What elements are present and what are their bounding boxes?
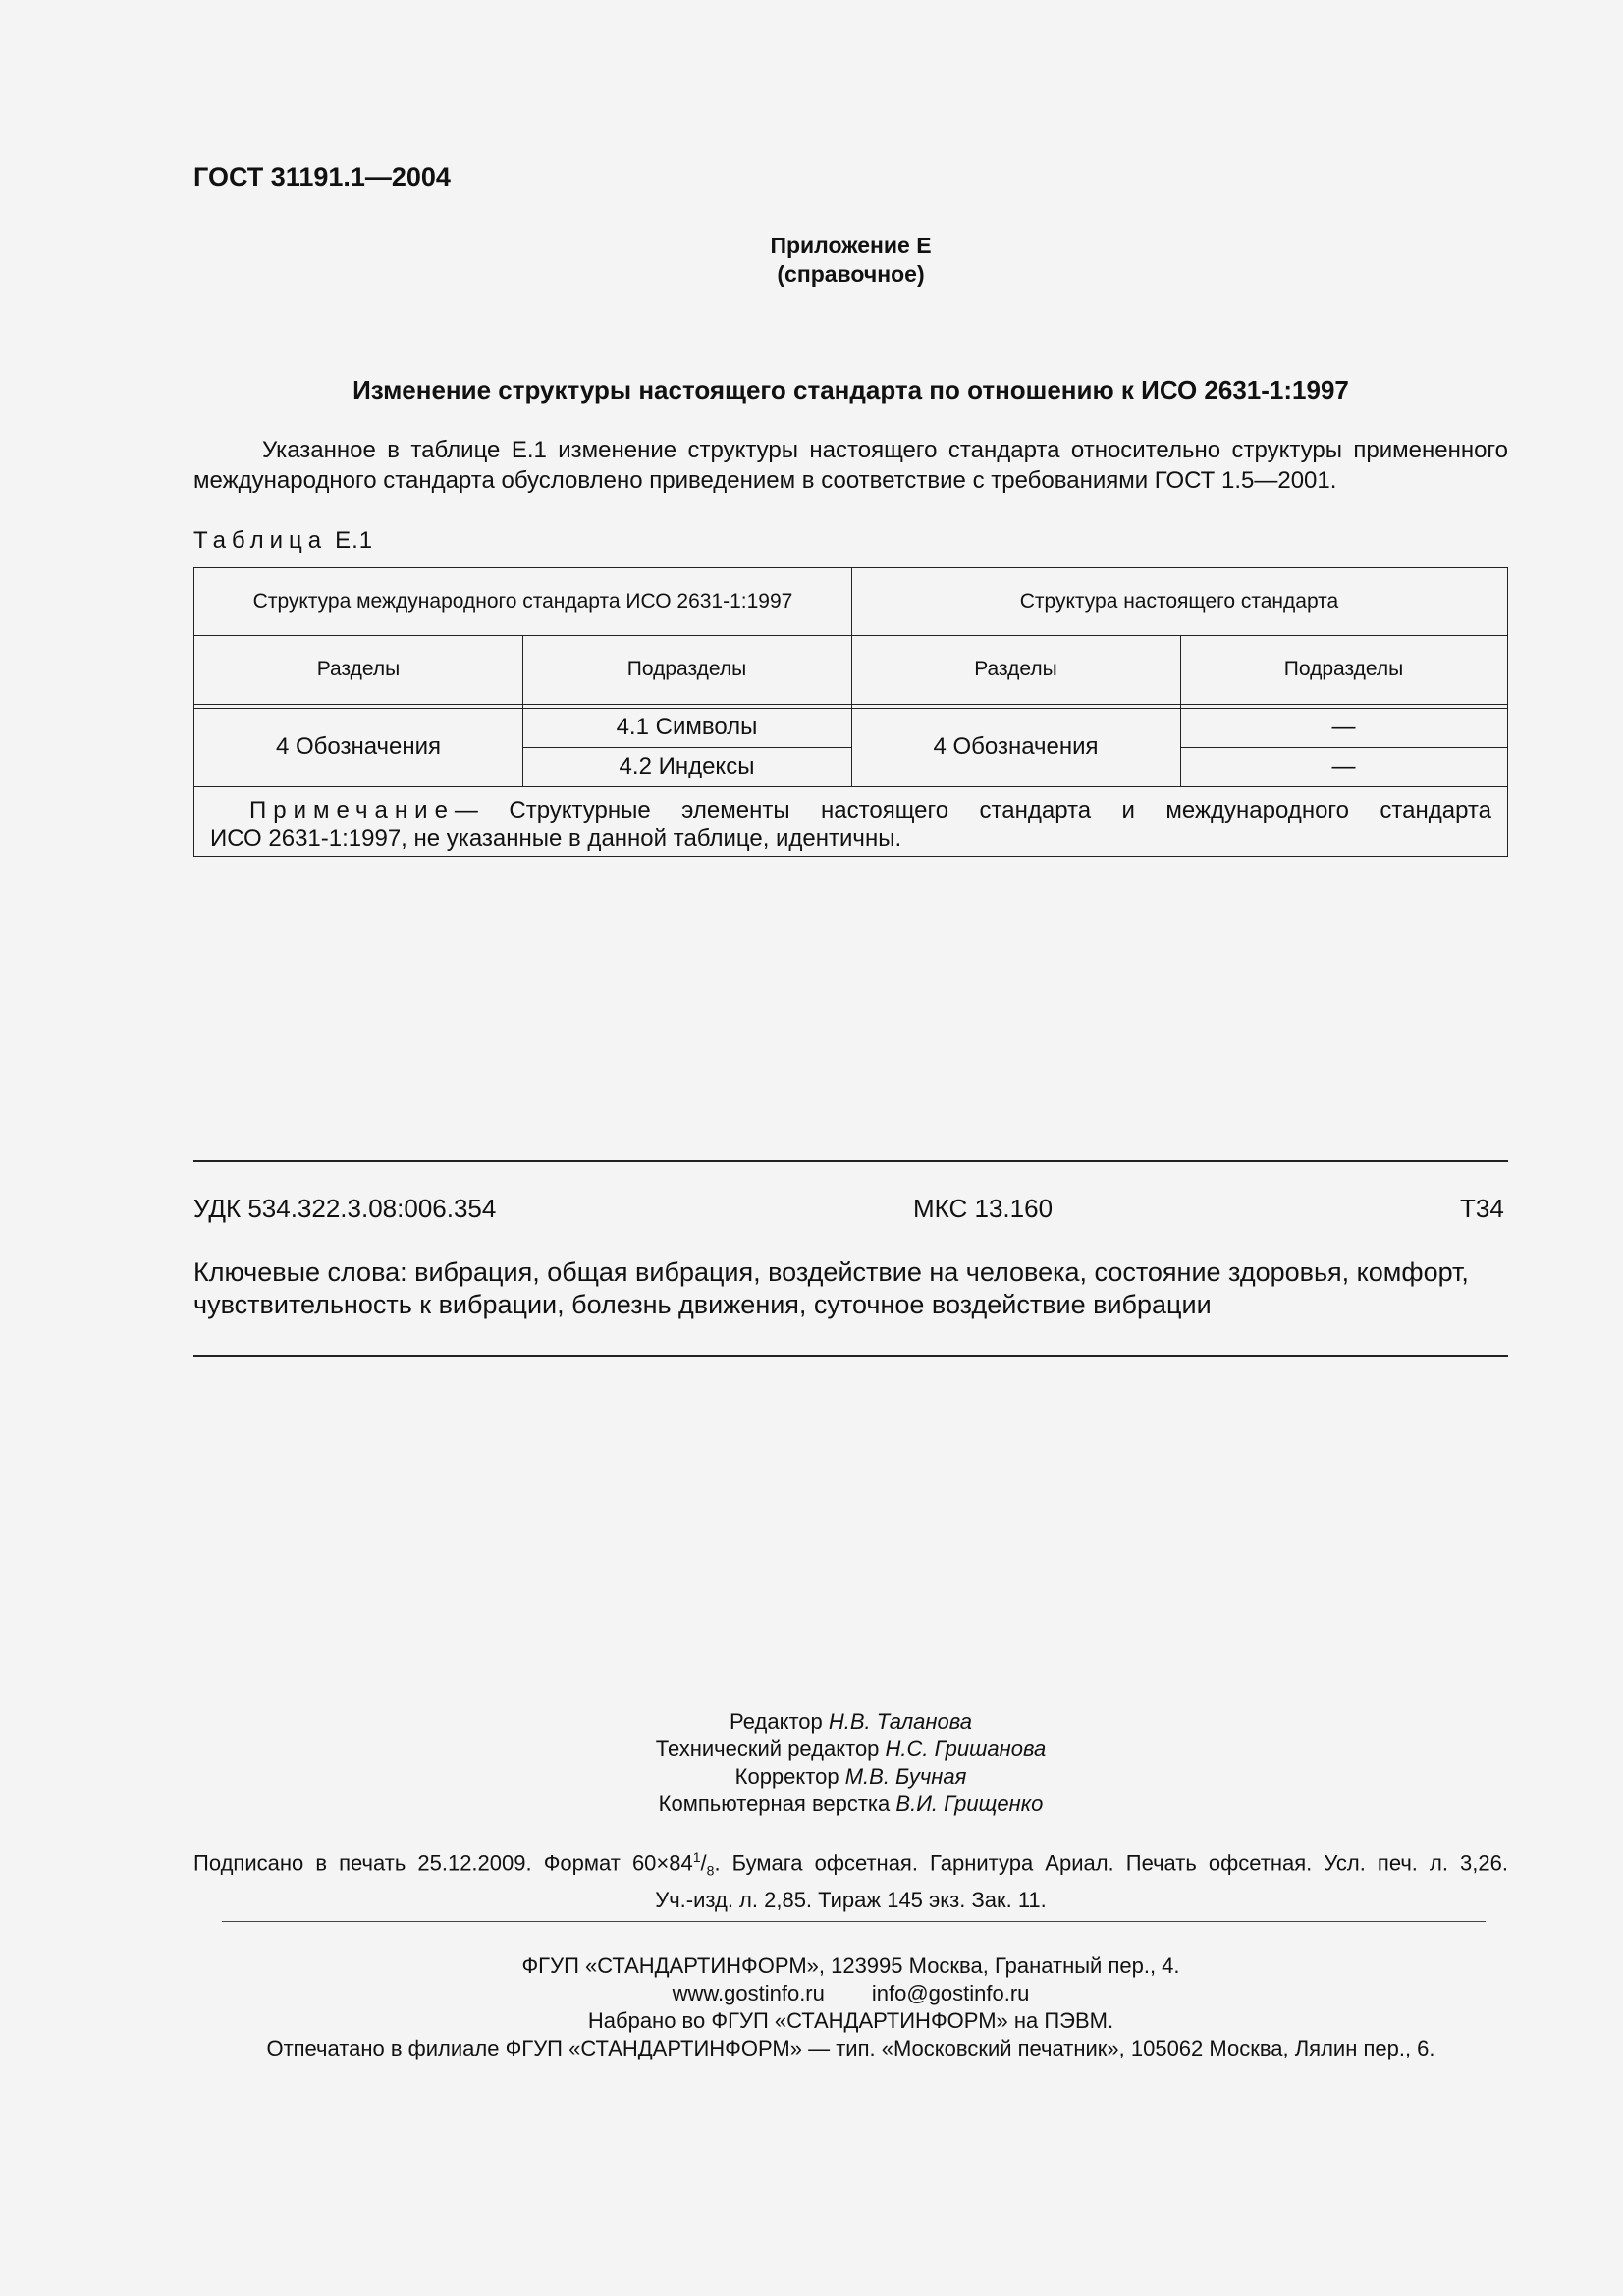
print-info-text: . Бумага офсетная. Гарнитура Ариал. Печать офсетная. Усл. печ. л. 3,26. xyxy=(714,1850,1508,1876)
table-cell-subsection: — xyxy=(1331,753,1356,779)
intro-text: Указанное в таблице Е.1 изменение структуры настоящего стандарта относительно структуры примененного международного стандарта обусловлено приведением в соответствие с требованиями ГОСТ 1.5—2001. xyxy=(193,437,1508,494)
udk-code: УДК 534.322.3.08:006.354 xyxy=(193,1194,497,1223)
divider-rule xyxy=(222,1921,1486,1922)
divider-rule xyxy=(193,1355,1508,1357)
publisher-website-link[interactable]: www.gostinfo.ru xyxy=(672,1981,825,2005)
mks-code: МКС 13.160 xyxy=(913,1194,1054,1223)
typeset-info: Набрано во ФГУП «СТАНДАРТИНФОРМ» на ПЭВМ. xyxy=(587,2008,1114,2033)
publisher-address: ФГУП «СТАНДАРТИНФОРМ», 123995 Москва, Гранатный пер., 4. xyxy=(521,1953,1180,1978)
format-superscript: 1 xyxy=(692,1849,701,1865)
print-info-line xyxy=(193,1842,1508,1886)
keywords: Ключевые слова: вибрация, общая вибрация, воздействие на человека, состояние здоровья, комфорт, чувствительность к вибрации, болезнь движения, суточное воздействие вибрации xyxy=(193,1257,1469,1319)
publisher-contacts xyxy=(193,1980,1508,2007)
print-info-line: Уч.-изд. л. 2,85. Тираж 145 экз. Зак. 11. xyxy=(655,1887,1047,1912)
table-cell-subsection: — xyxy=(1331,714,1356,740)
table-subheader: Разделы xyxy=(974,658,1057,680)
table-note xyxy=(210,796,1491,853)
table-divider xyxy=(194,786,1507,787)
publisher-block xyxy=(193,1952,1508,2062)
document-code: ГОСТ 31191.1—2004 xyxy=(193,162,451,191)
table-cell-subsection: 4.2 Индексы xyxy=(619,753,755,779)
intro-paragraph xyxy=(193,435,1508,496)
publisher-email-link[interactable]: info@gostinfo.ru xyxy=(871,1981,1030,2005)
table-caption-word: Таблица xyxy=(193,527,328,554)
table-subheader: Подразделы xyxy=(626,658,747,680)
classification-code: Т34 xyxy=(1460,1194,1504,1223)
table-cell-section: 4 Обозначения xyxy=(275,733,442,760)
table-caption-number: Е.1 xyxy=(335,527,374,554)
divider-rule xyxy=(193,1160,1508,1162)
section-title: Изменение структуры настоящего стандарта по отношению к ИСО 2631-1:1997 xyxy=(352,375,1349,404)
table-cell-subsection: 4.1 Символы xyxy=(616,714,758,740)
credit-role: Компьютерная верстка xyxy=(658,1791,891,1816)
credit-person: Н.В. Таланова xyxy=(828,1709,972,1734)
printed-info: Отпечатано в филиале ФГУП «СТАНДАРТИНФОРМ» — тип. «Московский печатник», 105062 Москва, Лялин пер., 6. xyxy=(266,2036,1435,2060)
structure-table xyxy=(193,567,1508,857)
table-note-text-continued: ИСО 2631-1:1997, не указанные в данной таблице, идентичны. xyxy=(210,826,902,852)
table-note-text: Структурные элементы настоящего стандарта и международного стандарта xyxy=(509,797,1491,824)
credit-line xyxy=(0,1763,1623,1790)
table-subheader: Подразделы xyxy=(1283,658,1404,680)
credit-line xyxy=(0,1790,1623,1818)
print-info xyxy=(193,1842,1508,1915)
table-header-international: Структура международного стандарта ИСО 2631-1:1997 xyxy=(252,590,793,613)
table-note-line xyxy=(210,796,1491,825)
table-note-label: Примечание xyxy=(249,797,455,824)
credit-line xyxy=(0,1735,1623,1763)
credit-person: В.И. Грищенко xyxy=(895,1791,1044,1816)
table-cell-section: 4 Обозначения xyxy=(933,733,1099,760)
table-note-dash: — xyxy=(454,797,478,824)
table-caption xyxy=(193,527,373,555)
table-subheader: Разделы xyxy=(316,658,401,680)
credit-line xyxy=(0,1708,1623,1735)
credit-role: Технический редактор xyxy=(655,1736,880,1761)
table-header-national: Структура настоящего стандарта xyxy=(1019,590,1339,613)
format-slash: / xyxy=(700,1850,707,1876)
credits-block xyxy=(0,1708,1623,1818)
print-info-text: Подписано в печать 25.12.2009. Формат 60×84 xyxy=(193,1850,693,1876)
credit-role: Редактор xyxy=(730,1709,823,1734)
credit-person: Н.С. Гришанова xyxy=(885,1736,1047,1761)
credit-person: М.В. Бучная xyxy=(844,1764,967,1789)
appendix-kind: (справочное) xyxy=(777,261,925,287)
credit-role: Корректор xyxy=(734,1764,839,1789)
appendix-title: Приложение Е xyxy=(770,233,932,258)
format-subscript: 8 xyxy=(706,1862,715,1879)
